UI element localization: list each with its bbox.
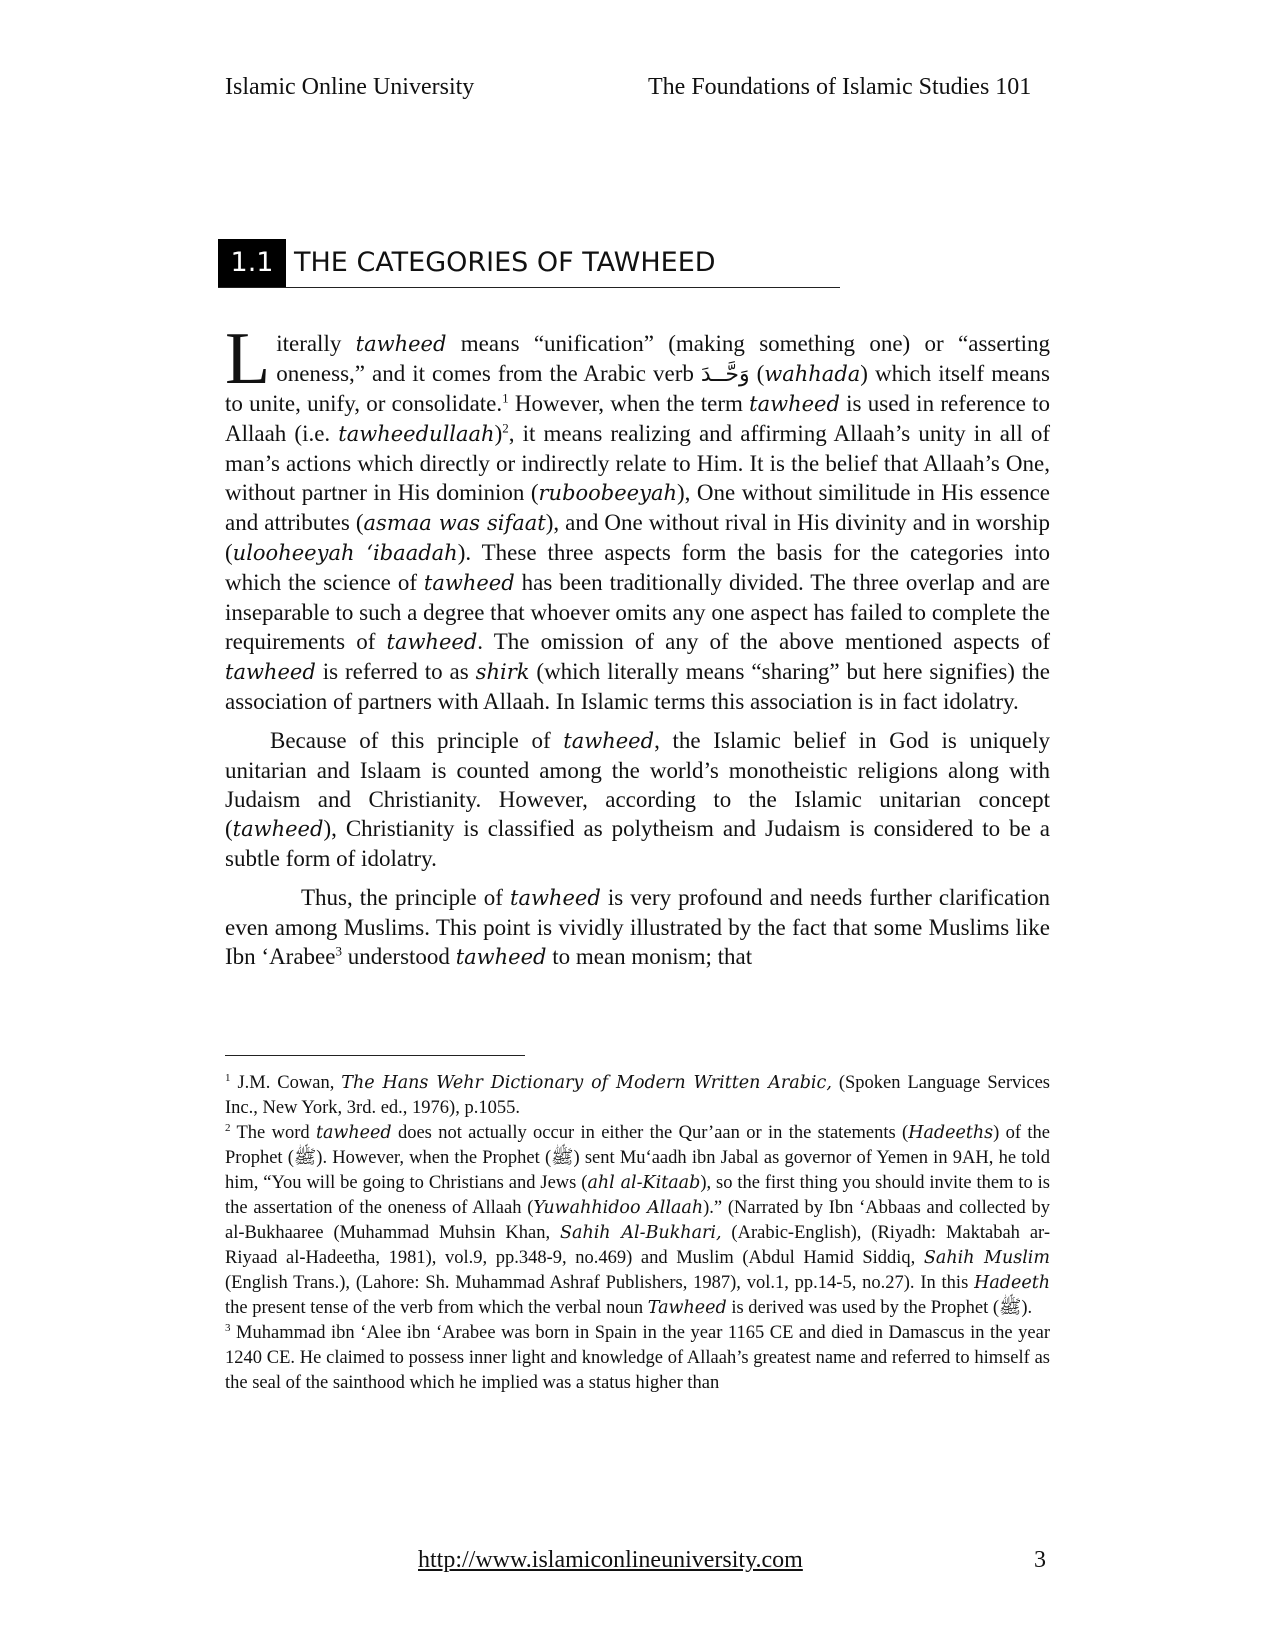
italic-term: tawheedullaah [338, 422, 495, 446]
text-run: , the Islamic belief in God is uniquely unitarian and Islaam is counted among the world’s monotheistic religions along with Judaism and Christianity. However, according to the Islamic unitarian concept ( [225, 728, 1051, 841]
text-run: , it means realizing and affirming Allaah’s unity in all of man’s actions which directly or indirectly relate to Him. It is the belief that Allaah’s One, without partner in His dominion ( [225, 421, 1050, 505]
text-run: means “unification” (making something one) or “asserting oneness,” and it comes from the Arabic verb [276, 331, 1050, 386]
drop-cap: L [225, 318, 271, 400]
text-run: Muhammad ibn ‘Alee ibn ‘Arabee was born in Spain in the year 1165 CE and died in Damascus in the year 1240 CE. He claimed to possess inner light and knowledge of Allaah’s greatest name and referred to himself as the seal of the sainthood which he implied was a status higher than [225, 1323, 1050, 1393]
italic-term: Yuwahhidoo Allaah [533, 1198, 704, 1218]
italic-term: tawheed [355, 332, 447, 356]
italic-term: tawheed [386, 630, 478, 654]
italic-term: shirk [475, 660, 530, 684]
text-run: iterally [276, 331, 356, 356]
footnote-number: 3 [225, 1321, 231, 1334]
text-run: . The omission of any of the above mentioned aspects of [477, 629, 1050, 654]
text-run: understood [341, 944, 456, 969]
italic-term: tawheed [423, 571, 515, 595]
italic-term: Sahih Muslim [923, 1248, 1050, 1268]
text-run: to mean monism; that [546, 944, 753, 969]
text-run: ).” (Narrated by Ibn ‘Abbaas and collected by al-Bukhaaree (Muhammad Muhsin Khan, [225, 1198, 1050, 1243]
text-run: is derived was used by the Prophet (ﷺ). [726, 1298, 1033, 1318]
footnote-divider [225, 1055, 525, 1056]
italic-term: asmaa was sifaat [363, 511, 546, 535]
italic-term: ruboobeeyah [538, 481, 677, 505]
italic-term: tawheed [232, 817, 324, 841]
text-run: (Arabic-English), (Riyadh: Maktabah ar-Riyaad al-Hadeetha, 1981), vol.9, pp.348-9, no.469) and Muslim (Abdul Hamid Siddiq, [225, 1223, 1050, 1268]
section-number: 1.1 [218, 239, 286, 287]
text-run: ), One without similitude in His essence and attributes ( [225, 480, 1050, 535]
italic-term: tawheed [225, 660, 316, 684]
italic-term: ulooheeyah ‘ibaadah [232, 541, 458, 565]
arabic-word: وَحَّــدَ [700, 362, 750, 387]
italic-term: Sahih Al-Bukhari, [560, 1223, 722, 1243]
text-run: ) of the Prophet (ﷺ). However, when the Prophet (ﷺ) sent Mu‘aadh ibn Jabal as governor of Yemen in 9AH, he told him, “You will be going to Christians and Jews ( [225, 1123, 1051, 1193]
italic-term: tawheed [749, 392, 840, 416]
text-run: Because of this principle of [270, 728, 564, 753]
footer-url-link[interactable]: http://www.islamiconlineuniversity.com [418, 1547, 803, 1573]
footnote-3 [225, 1321, 1050, 1396]
italic-term: The Hans Wehr Dictionary of Modern Written Arabic, [341, 1073, 832, 1093]
paragraph-3 [225, 883, 1050, 972]
italic-term: tawheed [510, 886, 601, 910]
footnotes [225, 1071, 1050, 1396]
text-run: The word [230, 1123, 316, 1143]
text-run: (English Trans.), (Lahore: Sh. Muhammad Ashraf Publishers, 1987), vol.1, pp.14-5, no.27). In this [225, 1273, 975, 1293]
text-run: is used in reference to Allaah (i.e. [225, 391, 1051, 446]
text-run: is referred to as [315, 659, 476, 684]
section-heading [218, 239, 840, 288]
text-run: the present tense of the verb from which the verbal noun [225, 1298, 648, 1318]
paragraph-1 [225, 318, 1051, 716]
text-run: J.M. Cowan, [230, 1073, 342, 1093]
footnote-number: 1 [225, 1071, 231, 1084]
text-run: (which literally means “sharing” but here signifies) the association of partners with Allaah. In Islamic terms this association is in fact idolatry. [225, 659, 1050, 714]
text-run: has been traditionally divided. The three overlap and are inseparable to such a degree that whoever omits any one aspect has failed to complete the requirements of [225, 570, 1050, 654]
footnote-ref-1[interactable]: 1 [502, 390, 509, 406]
italic-term: Hadeeths [908, 1123, 994, 1143]
footnote-2 [225, 1121, 1050, 1321]
text-run: (Spoken Language Services Inc., New York, 3rd. ed., 1976), p.1055. [225, 1073, 1051, 1118]
italic-term: tawheed [315, 1123, 392, 1143]
body-text [225, 318, 1051, 982]
text-run: ) which itself means to unite, unify, or consolidate. [225, 361, 1050, 416]
text-run: does not actually occur in either the Qur’aan or in the statements ( [391, 1123, 909, 1143]
text-run: However, when the term [508, 391, 750, 416]
italic-term: wahhada [764, 362, 861, 386]
text-run: ) [494, 421, 503, 446]
text-run: Thus, the principle of [301, 885, 510, 910]
text-run: ). These three aspects form the basis for the categories into which the science of [225, 540, 1050, 595]
text-run: ( [749, 361, 765, 386]
text-run: ), and One without rival in His divinity and in worship ( [225, 510, 1050, 565]
text-run: ), Christianity is classified as polytheism and Judaism is considered to be a subtle form of idolatry. [225, 816, 1050, 871]
italic-term: tawheed [563, 729, 655, 753]
text-run: ), so the first thing you should invite them to is the assertation of the oneness of Allaah ( [225, 1173, 1050, 1218]
italic-term: Hadeeth [974, 1273, 1050, 1293]
page-number: 3 [1034, 1547, 1046, 1573]
header-right: The Foundations of Islamic Studies 101 [648, 74, 1032, 100]
text-run: is very profound and needs further clarification even among Muslims. This point is vividly illustrated by the fact that some Muslims like Ibn ‘Arabee [225, 885, 1050, 969]
paragraph-2 [225, 726, 1050, 873]
header-left: Islamic Online University [225, 74, 475, 100]
footnote-ref-2[interactable]: 2 [502, 420, 509, 436]
footnote-number: 2 [225, 1121, 231, 1134]
section-title: THE CATEGORIES OF TAWHEED [294, 247, 716, 278]
footnote-1 [225, 1071, 1050, 1121]
italic-term: tawheed [455, 945, 547, 969]
footnote-ref-3[interactable]: 3 [335, 943, 342, 959]
italic-term: ahl al-Kitaab [587, 1173, 701, 1193]
italic-term: Tawheed [647, 1298, 727, 1318]
